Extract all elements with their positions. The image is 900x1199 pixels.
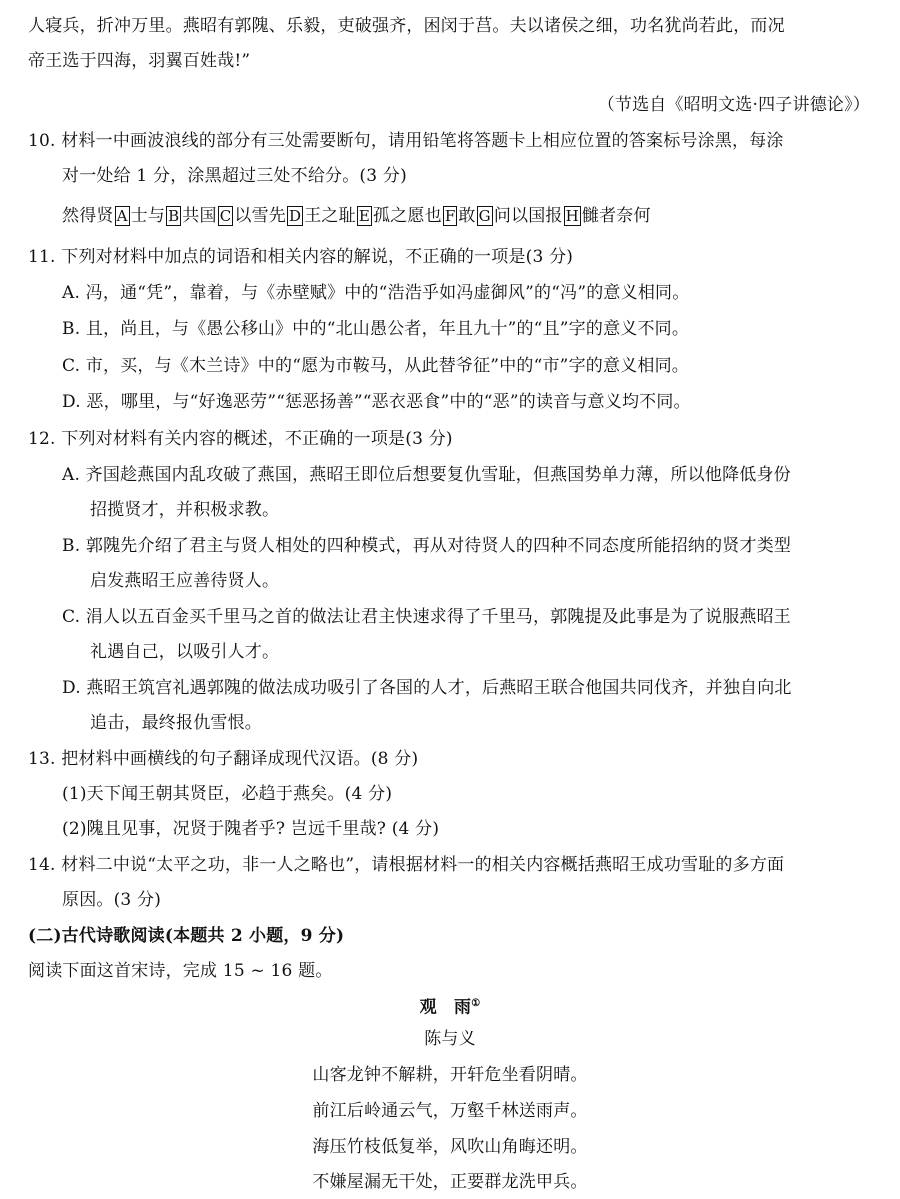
q11-stem: 11. 下列对材料中加点的词语和相关内容的解说，不正确的一项是(3 分): [28, 247, 574, 267]
poem-line-1: 山客龙钟不解耕，开轩危坐看阴晴。: [312, 1065, 588, 1085]
q10-mark-d: D: [289, 207, 302, 225]
q10-mark-c: C: [219, 207, 232, 225]
q13-stem: 13. 把材料中画横线的句子翻译成现代汉语。(8 分): [28, 749, 419, 769]
passage-line-1: 人寝兵，折冲万里。燕昭有郭隗、乐毅，吏破强齐，困闵于莒。夫以诸侯之细，功名犹尚若此，而况: [28, 16, 785, 36]
section-intro: 阅读下面这首宋诗，完成 15 ~ 16 题。: [28, 961, 333, 981]
poem-line-3: 海压竹枝低复举，风吹山角晦还明。: [312, 1137, 588, 1157]
q10-mark-h: H: [565, 207, 579, 225]
q10-mark-e: E: [358, 207, 370, 225]
q10-seg: 雠者奈何: [581, 206, 651, 226]
q14-stem-2: 原因。(3 分): [62, 890, 162, 910]
poem-note-mark: ①: [471, 998, 481, 1009]
q10-seg: 士与: [130, 206, 166, 226]
q10-seg: 以雪先: [234, 206, 286, 226]
q11-option-c: C. 市，买，与《木兰诗》中的“愿为市鞍马，从此替爷征”中的“市”字的意义相同。: [62, 356, 689, 376]
poem-line-4: 不嫌屋漏无干处，正要群龙洗甲兵。: [312, 1172, 588, 1192]
q12-option-c-1: C. 涓人以五百金买千里马之首的做法让君主快速求得了千里马，郭隗提及此事是为了说服燕昭王: [62, 607, 792, 627]
poem-title: [0, 992, 900, 1020]
q10-seg: 敢: [458, 206, 476, 226]
poem-title-text: 观 雨: [419, 997, 472, 1018]
q10-sentence: [62, 204, 651, 228]
q10-seg: 孤之愿也: [373, 206, 442, 226]
q10-mark-b: B: [168, 207, 180, 225]
q13-sentence-2: (2)隗且见事，况贤于隗者乎? 岂远千里哉? (4 分): [62, 819, 440, 839]
q10-mark-g: G: [478, 207, 491, 225]
q12-stem: 12. 下列对材料有关内容的概述，不正确的一项是(3 分): [28, 429, 453, 449]
passage-source: （节选自《昭明文选·四子讲德论》）: [597, 95, 870, 115]
section-title: (二)古代诗歌阅读(本题共 2 小题，9 分): [28, 926, 345, 946]
q10-seg: 然得贤: [62, 206, 114, 226]
q10-stem-1: 10. 材料一中画波浪线的部分有三处需要断句，请用铅笔将答题卡上相应位置的答案标号涂黑，每涂: [28, 131, 784, 151]
q10-stem-2: 对一处给 1 分，涂黑超过三处不给分。(3 分): [62, 166, 407, 186]
q10-mark-a: A: [116, 207, 128, 225]
q10-seg: 王之耻: [304, 206, 356, 226]
q10-mark-f: F: [444, 207, 456, 225]
q12-option-d-1: D. 燕昭王筑宫礼遇郭隗的做法成功吸引了各国的人才，后燕昭王联合他国共同伐齐，并独自向北: [62, 678, 792, 698]
q11-option-d: D. 恶，哪里，与“好逸恶劳”“惩恶扬善”“恶衣恶食”中的“恶”的读音与意义均不同。: [62, 392, 691, 412]
q10-seg: 问以国报: [493, 206, 563, 226]
poem-line-2: 前江后岭通云气，万壑千林送雨声。: [312, 1101, 588, 1121]
q12-option-b-1: B. 郭隗先介绍了君主与贤人相处的四种模式，再从对待贤人的四种不同态度所能招纳的贤才类型: [62, 536, 792, 556]
q11-option-b: B. 且，尚且，与《愚公移山》中的“北山愚公者，年且九十”的“且”字的意义不同。: [62, 319, 690, 339]
q12-option-b-2: 启发燕昭王应善待贤人。: [90, 571, 280, 591]
q13-sentence-1: (1)天下闻王朝其贤臣，必趋于燕矣。(4 分): [62, 784, 393, 804]
q12-option-c-2: 礼遇自己，以吸引人才。: [90, 642, 280, 662]
q14-stem-1: 14. 材料二中说“太平之功，非一人之略也”，请根据材料一的相关内容概括燕昭王成功雪耻的多方面: [28, 855, 785, 875]
q12-option-a-2: 招揽贤才，并积极求教。: [90, 500, 280, 520]
q12-option-a-1: A. 齐国趁燕国内乱攻破了燕国，燕昭王即位后想要复仇雪耻，但燕国势单力薄，所以他降低身份: [62, 465, 791, 485]
q11-option-a: A. 冯，通“凭”，靠着，与《赤壁赋》中的“浩浩乎如冯虚御风”的“冯”的意义相同。: [62, 283, 690, 303]
q12-option-d-2: 追击，最终报仇雪恨。: [90, 713, 262, 733]
passage-line-2: 帝王选于四海，羽翼百姓哉!”: [28, 51, 251, 71]
q10-seg: 共国: [182, 206, 217, 226]
poem-author: 陈与义: [424, 1029, 476, 1049]
